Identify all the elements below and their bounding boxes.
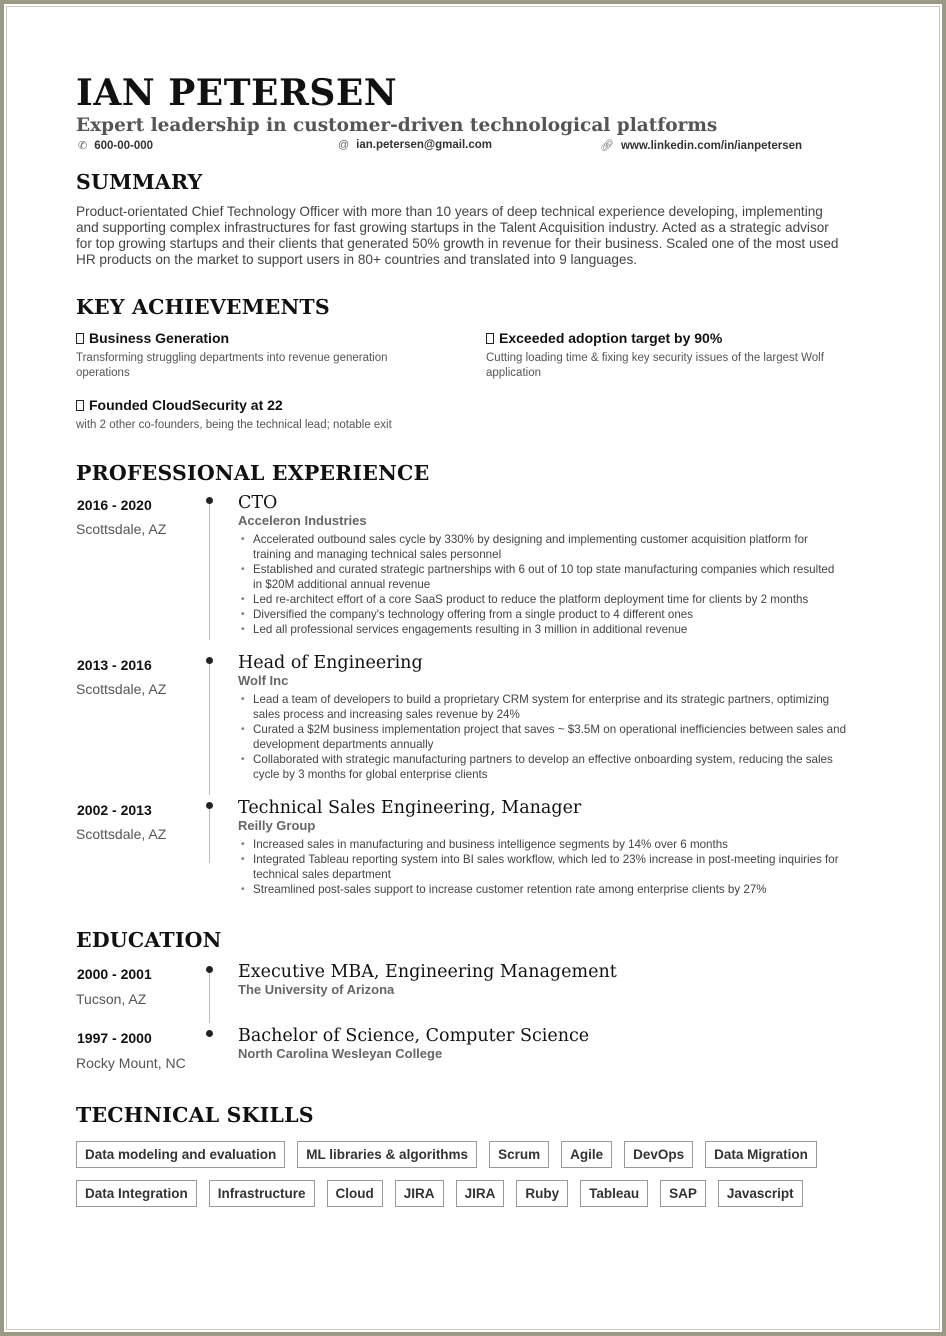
- job-bullet: [238, 622, 878, 637]
- contact-email[interactable]: [338, 139, 492, 151]
- job-location: Scottsdale, AZ: [76, 681, 167, 697]
- skills-row: [76, 1141, 876, 1168]
- linkedin-text[interactable]: www.linkedin.com/in/ianpetersen: [620, 139, 803, 152]
- candidate-tagline: Expert leadership in customer-driven technological platforms: [76, 115, 718, 136]
- skill-tag: Data Integration: [76, 1180, 197, 1207]
- bullet-line: training and managing technical sales personnel: [253, 548, 502, 561]
- skills-list: [76, 1141, 876, 1219]
- bullet-line: sales process and increasing sales revenue by 24%: [253, 708, 520, 721]
- job-bullet: [238, 752, 878, 782]
- candidate-name: IAN PETERSEN: [76, 72, 398, 114]
- job-bullets: [238, 532, 878, 637]
- edu-school: The University of Arizona: [238, 982, 395, 997]
- skills-row: [76, 1180, 876, 1207]
- summary-line: and supporting complex infrastructures for fast growing startups in the Talent Acquisition industry. Acted as a strategic advisor: [76, 220, 829, 235]
- bullet-line: Diversified the company's technology offering from a single product to 4 different ones: [253, 608, 694, 621]
- bullet-line: in $20M additional annual revenue: [253, 578, 431, 591]
- timeline-line: [209, 809, 210, 863]
- job-bullet: [238, 692, 878, 722]
- bullet-line: Increased sales in manufacturing and business intelligence segments by 14% over 6 months: [253, 838, 728, 851]
- job-bullet: [238, 852, 878, 882]
- job-dates: 2002 - 2013: [77, 802, 152, 818]
- at-icon: @: [338, 139, 350, 151]
- achievement-item: [76, 330, 436, 381]
- job-bullet: [238, 532, 878, 562]
- skill-tag: Data Migration: [705, 1141, 817, 1168]
- timeline-dot: [206, 497, 213, 504]
- email-text[interactable]: ian.petersen@gmail.com: [356, 139, 493, 151]
- job-bullet: [238, 722, 878, 752]
- job-details: [238, 796, 878, 897]
- achievement-title-text: Business Generation: [89, 330, 230, 346]
- education-heading: EDUCATION: [76, 928, 222, 952]
- job-bullet: [238, 882, 878, 897]
- achievement-desc: [486, 351, 876, 381]
- skill-tag: Javascript: [718, 1180, 803, 1207]
- timeline-line: [209, 973, 210, 1023]
- achievement-title-text: Founded CloudSecurity at 22: [89, 397, 283, 413]
- job-role: Technical Sales Engineering, Manager: [238, 798, 582, 818]
- job-bullet: [238, 837, 878, 852]
- skill-tag: Scrum: [489, 1141, 549, 1168]
- achievement-title: [486, 330, 876, 346]
- summary-line: for top growing startups and their clients that generated 50% growth in revenue for their business. Scaled one of the most used: [76, 236, 839, 251]
- skill-tag: Agile: [561, 1141, 612, 1168]
- bullet-line: Collaborated with strategic manufacturing partners to develop an effective onboarding system, reducing the sales: [253, 753, 833, 766]
- job-bullet: [238, 562, 878, 592]
- skill-tag: Infrastructure: [209, 1180, 315, 1207]
- achievement-desc-line: with 2 other co-founders, being the technical lead; notable exit: [76, 419, 392, 431]
- achievement-desc: [76, 351, 436, 381]
- achievement-desc-line: operations: [76, 367, 130, 379]
- link-icon: 🔗︎: [600, 140, 614, 152]
- job-bullets: [238, 837, 878, 897]
- edu-location: Rocky Mount, NC: [76, 1055, 186, 1071]
- edu-details: [238, 960, 878, 998]
- summary-text: [76, 204, 876, 268]
- skill-tag: SAP: [660, 1180, 706, 1207]
- resume-page: [76, 72, 876, 1201]
- edu-degree: Bachelor of Science, Computer Science: [238, 1026, 590, 1046]
- achievement-title-text: Exceeded adoption target by 90%: [499, 330, 723, 346]
- job-bullet: [238, 592, 878, 607]
- achievement-desc-line: Cutting loading time & fixing key security issues of the largest Wolf: [486, 352, 824, 364]
- timeline-line: [209, 664, 210, 795]
- job-bullets: [238, 692, 878, 782]
- bullet-line: Lead a team of developers to build a proprietary CRM system for enterprise and its strategic partners, optimizing: [253, 693, 830, 706]
- edu-degree: Executive MBA, Engineering Management: [238, 962, 617, 982]
- achievement-icon: [486, 333, 494, 344]
- job-dates: 2013 - 2016: [77, 657, 152, 673]
- job-location: Scottsdale, AZ: [76, 826, 167, 842]
- achievement-desc-line: Transforming struggling departments into revenue generation: [76, 352, 388, 364]
- skill-tag: JIRA: [456, 1180, 505, 1207]
- skill-tag: Ruby: [516, 1180, 568, 1207]
- job-company: Acceleron Industries: [238, 513, 367, 528]
- phone-text: 600-00-000: [94, 139, 154, 152]
- job-details: [238, 491, 878, 637]
- timeline-dot: [206, 802, 213, 809]
- bullet-line: cycle by 3 months for global enterprise clients: [253, 768, 488, 781]
- edu-details: [238, 1024, 878, 1062]
- job-details: [238, 651, 878, 782]
- achievement-icon: [76, 333, 84, 344]
- skill-tag: JIRA: [395, 1180, 444, 1207]
- job-company: Reilly Group: [238, 818, 316, 833]
- edu-location: Tucson, AZ: [76, 991, 147, 1007]
- timeline-dot: [206, 657, 213, 664]
- edu-dates: 2000 - 2001: [77, 966, 152, 982]
- achievement-title: [76, 397, 436, 413]
- achievement-desc: [76, 418, 436, 433]
- achievement-desc-line: application: [486, 367, 541, 379]
- contact-bar: [76, 139, 876, 157]
- achievement-icon: [76, 400, 84, 411]
- skill-tag: Data modeling and evaluation: [76, 1141, 285, 1168]
- skill-tag: ML libraries & algorithms: [297, 1141, 477, 1168]
- skills-heading: TECHNICAL SKILLS: [76, 1103, 314, 1127]
- bullet-line: development departments annually: [253, 738, 434, 751]
- timeline-dot: [206, 1030, 213, 1037]
- skill-tag: Cloud: [327, 1180, 383, 1207]
- contact-phone: [78, 139, 153, 152]
- job-location: Scottsdale, AZ: [76, 521, 167, 537]
- summary-line: Product-orientated Chief Technology Officer with more than 10 years of deep technical experience developing, implementing: [76, 204, 823, 219]
- achievement-item: [76, 397, 436, 433]
- edu-dates: 1997 - 2000: [77, 1030, 152, 1046]
- job-dates: 2016 - 2020: [77, 497, 152, 513]
- bullet-line: technical sales department: [253, 868, 391, 881]
- edu-school: North Carolina Wesleyan College: [238, 1046, 443, 1061]
- summary-heading: SUMMARY: [76, 170, 203, 194]
- bullet-line: Accelerated outbound sales cycle by 330% by designing and implementing customer acquisition platform for: [253, 533, 808, 546]
- achievement-title: [76, 330, 436, 346]
- skill-tag: Tableau: [580, 1180, 648, 1207]
- bullet-line: Integrated Tableau reporting system into BI sales workflow, which led to 23% increase in post-meeting inquiries for: [253, 853, 839, 866]
- timeline-dot: [206, 966, 213, 973]
- achievement-item: [486, 330, 876, 381]
- job-bullet: [238, 607, 878, 622]
- bullet-line: Curated a $2M business implementation project that saves ~ $3.5M on operational inefficiencies between sales and: [253, 723, 847, 736]
- timeline-line: [209, 504, 210, 640]
- bullet-line: Established and curated strategic partnerships with 6 out of 10 top state manufacturing companies which resulted: [253, 563, 835, 576]
- bullet-line: Led all professional services engagements resulting in 3 million in additional revenue: [253, 623, 688, 636]
- summary-line: HR products on the market to support users in 80+ countries and translated into 9 languages.: [76, 252, 638, 267]
- bullet-line: Led re-architect effort of a core SaaS product to reduce the platform deployment time for clients by 2 months: [253, 593, 809, 606]
- achievements-heading: KEY ACHIEVEMENTS: [76, 295, 330, 319]
- skill-tag: DevOps: [624, 1141, 693, 1168]
- contact-linkedin[interactable]: [600, 139, 802, 152]
- job-role: CTO: [238, 493, 278, 513]
- experience-heading: PROFESSIONAL EXPERIENCE: [76, 461, 430, 485]
- bullet-line: Streamlined post-sales support to increase customer retention rate among enterprise clients by 27%: [253, 883, 767, 896]
- phone-icon: ✆: [78, 140, 88, 152]
- job-company: Wolf Inc: [238, 673, 289, 688]
- job-role: Head of Engineering: [238, 653, 423, 673]
